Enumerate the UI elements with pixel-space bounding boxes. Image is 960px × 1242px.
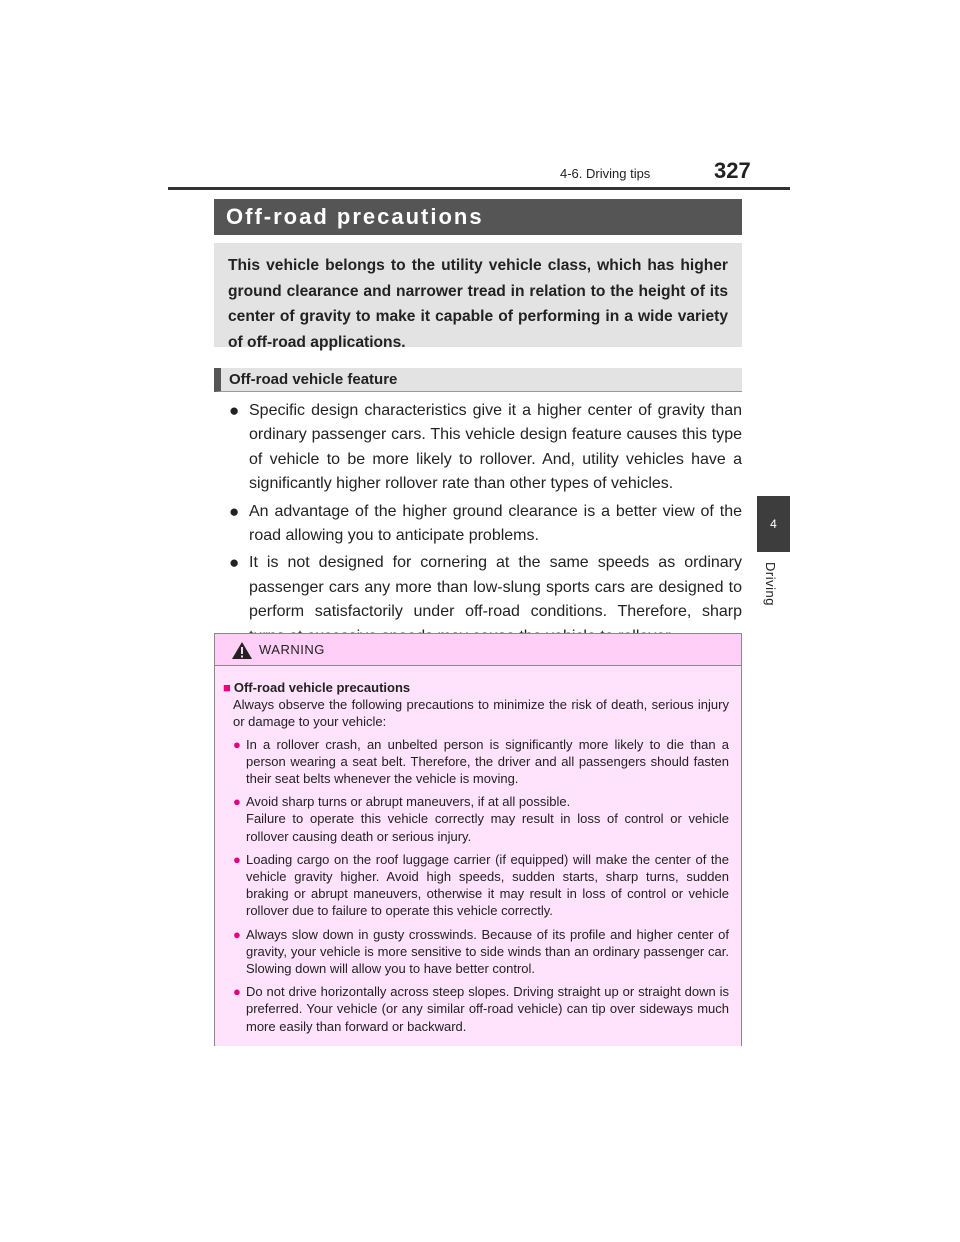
bullet-icon: ● bbox=[233, 984, 241, 1000]
chapter-label: Driving bbox=[763, 562, 778, 606]
list-item bbox=[229, 500, 742, 549]
bullet-icon: ● bbox=[229, 401, 240, 420]
list-item bbox=[223, 793, 729, 845]
warning-box bbox=[214, 633, 742, 1046]
list-item bbox=[223, 983, 729, 1035]
warning-subheading: ■ Off-road vehicle precautions bbox=[223, 680, 411, 695]
warning-item-text: Loading cargo on the roof luggage carrier (if equipped) will make the center of the vehicle gravity higher. Avoid high speeds, sudden starts, sharp turns, sudden braking or abrupt maneuvers, otherwise it may result in loss of control or vehicle rollover due to failure to operate this vehicle correctly. bbox=[246, 851, 729, 919]
section-header: 4-6. Driving tips bbox=[560, 166, 651, 181]
feature-bullet-list bbox=[229, 399, 742, 652]
warning-item-text: Do not drive horizontally across steep slopes. Driving straight up or straight down is preferred. Your vehicle (or any similar off-road vehicle) can tip over sideways much more easily than forward or backward. bbox=[246, 984, 729, 1034]
feature-heading: Off-road vehicle feature bbox=[214, 368, 742, 392]
bullet-icon: ● bbox=[233, 794, 241, 810]
warning-intro: Always observe the following precautions to minimize the risk of death, serious injury or damage to your vehicle: bbox=[233, 697, 729, 730]
warning-label: WARNING bbox=[259, 642, 325, 657]
warning-header bbox=[215, 634, 741, 666]
header-divider bbox=[168, 187, 790, 190]
page-number: 327 bbox=[714, 158, 751, 183]
page-title: Off-road precautions bbox=[214, 199, 742, 235]
warning-item-text: Failure to operate this vehicle correctly may result in loss of control or vehicle rollover causing death or serious injury. bbox=[246, 811, 729, 844]
list-item bbox=[229, 399, 742, 497]
bullet-icon: ● bbox=[229, 553, 240, 573]
warning-body bbox=[215, 666, 741, 1046]
bullet-icon: ● bbox=[233, 851, 241, 867]
list-item bbox=[223, 736, 729, 788]
chapter-tab: 4 bbox=[757, 496, 790, 552]
bullet-icon: ● bbox=[233, 736, 241, 752]
list-item bbox=[223, 926, 729, 978]
warning-item-text: Avoid sharp turns or abrupt maneuvers, if at all possible. bbox=[246, 794, 571, 810]
bullet-icon: ● bbox=[233, 926, 241, 942]
warning-item-text: Always slow down in gusty crosswinds. Because of its profile and higher center of gravity, your vehicle is more sensitive to side winds than an ordinary passenger car. Slowing down will allow you to have better control. bbox=[246, 926, 729, 977]
list-item bbox=[223, 851, 729, 920]
bullet-text: It is not designed for cornering at the same speeds as ordinary passenger cars any more than low-slung sports cars are designed to perform satisfactorily under off-road conditions. Therefore, sharp bbox=[249, 554, 742, 621]
bullet-text: An advantage of the higher ground clearance is a better view of the road allowing you to anticipate problems. bbox=[249, 502, 742, 545]
intro-paragraph: This vehicle belongs to the utility vehicle class, which has higher ground clearance and narrower tread in relation to the height of its center of gravity to make it capable of performing in a wide variety of off-road applications. bbox=[214, 243, 742, 347]
bullet-icon: ● bbox=[229, 501, 240, 521]
bullet-text: Specific design characteristics give it a higher center of gravity than ordinary passenger cars. This vehicle design feature causes this type of vehicle to be more likely to rollover. And, utility vehicles have a significantly higher rollover rate than other types of vehicles. bbox=[249, 402, 742, 493]
square-bullet-icon: ■ bbox=[223, 680, 231, 695]
warning-item-text: In a rollover crash, an unbelted person is significantly more likely to die than a person wearing a seat belt. Therefore, the driver and all passengers should fasten their seat belts whenever the vehicle is moving. bbox=[246, 736, 729, 786]
warning-triangle-icon bbox=[231, 641, 253, 660]
